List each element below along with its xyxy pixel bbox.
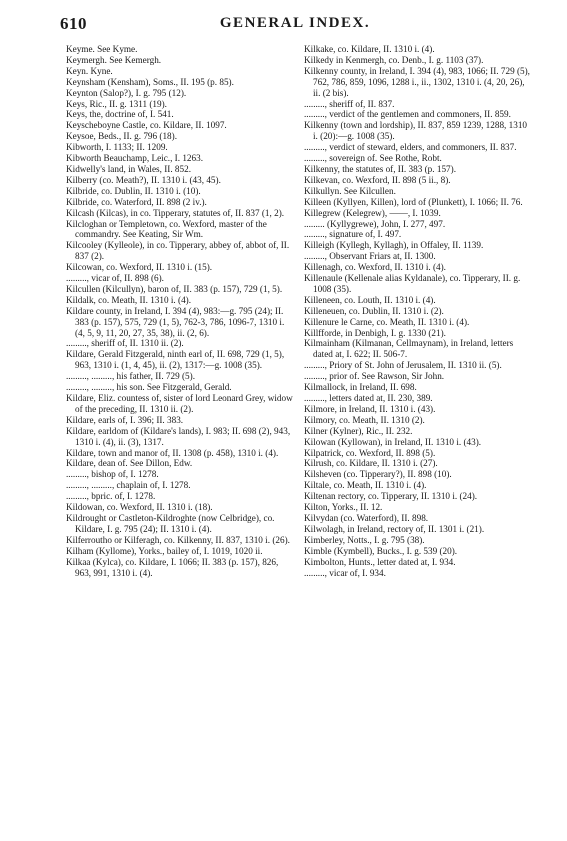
index-entry: Killenaule (Kellenale alias Kyldanale), co. Tipperary, II. g. 1008 (35). xyxy=(304,273,521,294)
index-entry: Kilmainham (Kilmanan, Cellmaynam), in Ireland, letters dated at, I. 622; II. 506-7. xyxy=(304,338,514,360)
index-entry: ........., ........., chaplain of, I. 1278. xyxy=(66,480,191,491)
index-entry: Killeigh (Kyllegh, Kyllagh), in Offaley, II. 1139. xyxy=(304,240,484,251)
index-entry: Kimbolton, Hunts., letter dated at, I. 934. xyxy=(304,556,456,567)
index-entry: Kilcooley (Kylleole), in co. Tipperary, abbey of, abbot of, II. 837 (2). xyxy=(66,240,290,262)
index-column-right xyxy=(304,44,532,578)
index-entry: ........., ........., his son. See Fitzgerald, Gerald. xyxy=(66,382,232,393)
index-column-left xyxy=(66,44,294,578)
index-entry: Kiltenan rectory, co. Tipperary, II. 1310 i. (24). xyxy=(304,491,478,502)
index-entry: Kilkevan, co. Wexford, II. 898 (5 ii., 8). xyxy=(304,174,451,185)
page-number: 610 xyxy=(60,14,87,33)
index-entry: Keyn. Kyne. xyxy=(66,65,113,76)
index-entry: Killfforde, in Denbigh, I. g. 1330 (21). xyxy=(304,327,446,338)
index-entry: Kildalk, co. Meath, II. 1310 i. (4). xyxy=(66,294,192,305)
index-entry: Kildare, earls of, I. 396; II. 383. xyxy=(66,414,184,425)
index-entry: Keyscheboyne Castle, co. Kildare, II. 1097. xyxy=(66,120,227,131)
index-entry: Kilcowan, co. Wexford, II. 1310 i. (15). xyxy=(66,262,213,273)
index-entry: Kildare county, in Ireland, I. 394 (4), 983:—g. 795 (24); II. 383 (p. 157), 575, 729 (1, 5), 762-3, 786, 1096-7, 1310 i. (4, 5, 9, 11, 20, 27, 35, 38), ii. (2, 6). xyxy=(66,305,285,338)
index-entry: Kilkenny county, in Ireland, I. 394 (4), 983, 1066; II. 729 (5), 762, 786, 859, 1096, 1288 i., ii., 1302, 1310 i. (4, 20, 26), ii. (2 bis). xyxy=(304,65,530,98)
page-header xyxy=(60,14,530,36)
index-entry: ........., bishop of, I. 1278. xyxy=(66,469,159,480)
index-entry: Kilkenny (town and lordship), II. 837, 859 1239, 1288, 1310 i. (20):—g. 1008 (35). xyxy=(304,120,528,142)
index-entry: Kilmore, in Ireland, II. 1310 i. (43). xyxy=(304,403,436,414)
index-entry: Killenure le Carne, co. Meath, II. 1310 i. (4). xyxy=(304,316,470,327)
index-entry: ........., vicar of, II. 898 (6). xyxy=(66,273,164,284)
index-entry: Keys, Ric., II. g. 1311 (19). xyxy=(66,98,167,109)
index-entry: Kilferroutho or Kilferagh, co. Kilkenny, II. 837, 1310 i. (26). xyxy=(66,534,290,545)
index-entry: Kilowan (Kyllowan), in Ireland, II. 1310 i. (43). xyxy=(304,436,482,447)
index-entry: Keysoe, Beds., II. g. 796 (18). xyxy=(66,131,177,142)
index-entry: Keynton (Salop?), I. g. 795 (12). xyxy=(66,87,187,98)
index-entry: Kilkullyn. See Kilcullen. xyxy=(304,185,396,196)
index-entry: Killeneen, co. Louth, II. 1310 i. (4). xyxy=(304,294,436,305)
index-entry: Kidwelly's land, in Wales, II. 852. xyxy=(66,163,192,174)
index-entry: Kildare, town and manor of, II. 1308 (p. 458), 1310 i. (4). xyxy=(66,447,279,458)
index-entry: Kilsheven (co. Tipperary?), II. 898 (10). xyxy=(304,469,452,480)
index-entry: Kilvydan (co. Waterford), II. 898. xyxy=(304,512,429,523)
index-entry: ........., Observant Friars at, II. 1300. xyxy=(304,251,436,262)
index-entry: ........., vicar of, I. 934. xyxy=(304,567,386,578)
index-entry: ........., verdict of the gentlemen and commoners, II. 859. xyxy=(304,109,511,120)
index-entry: Kilton, Yorks., II. 12. xyxy=(304,502,383,513)
index-entry: Keynsham (Kensham), Soms., II. 195 (p. 85). xyxy=(66,76,234,87)
index-entry: ........., bpric. of, I. 1278. xyxy=(66,491,156,502)
index-entry: Killeneuen, co. Dublin, II. 1310 i. (2). xyxy=(304,305,444,316)
index-entry: Kilpatrick, co. Wexford, II. 898 (5). xyxy=(304,447,436,458)
index-entry: Kilmory, co. Meath, II. 1310 (2). xyxy=(304,414,425,425)
index-entry: Kilham (Kyllome), Yorks., bailey of, I. 1019, 1020 ii. xyxy=(66,545,263,556)
index-entry: Kilwolagh, in Ireland, rectory of, II. 1301 i. (21). xyxy=(304,523,485,534)
index-entry: ........., sheriff of, II. 1310 ii. (2). xyxy=(66,338,184,349)
index-entry: ........., prior of. See Rawson, Sir John. xyxy=(304,371,445,382)
index-entry: Kilner (Kylner), Ric., II. 232. xyxy=(304,425,413,436)
index-entry: Killegrew (Kelegrew), ——, I. 1039. xyxy=(304,207,441,218)
index-entry: Kilkedy in Kenmergh, co. Denb., I. g. 1103 (37). xyxy=(304,54,484,65)
index-entry: Kilcash (Kilcas), in co. Tipperary, statutes of, II. 837 (1, 2). xyxy=(66,207,285,218)
index-entry: Kilberry (co. Meath?), II. 1310 i. (43, 45). xyxy=(66,174,221,185)
index-entry: Kilkake, co. Kildare, II. 1310 i. (4). xyxy=(304,44,435,54)
index-entry: ........., letters dated at, II. 230, 389. xyxy=(304,393,433,403)
index-entry: Kildare, Gerald Fitzgerald, ninth earl of, II. 698, 729 (1, 5), 963, 1310 i. (1, 4, 45), ii. (2), 1317:—g. 1008 (35). xyxy=(66,349,285,371)
index-entry: ......... (Kyllygrewe), John, I. 277, 497. xyxy=(304,218,446,229)
index-entry: Killenagh, co. Wexford, II. 1310 i. (4). xyxy=(304,262,446,273)
running-head: GENERAL INDEX. xyxy=(219,15,371,31)
index-entry: Kimble (Kymbell), Bucks., I. g. 539 (20). xyxy=(304,545,458,556)
index-entry: Kilmallock, in Ireland, II. 698. xyxy=(304,382,417,393)
index-entry: Kildare, Eliz. countess of, sister of lord Leonard Grey, widow of the preceding, II. 1310 ii. (2). xyxy=(66,393,293,414)
index-entry: Kilkaa (Kylca), co. Kildare, I. 1066; II. 383 (p. 157), 826, 963, 991, 1310 i. (4). xyxy=(66,556,279,578)
index-entry: ........., ........., his father, II. 729 (5). xyxy=(66,371,195,382)
index-entry: ........., sheriff of, II. 837. xyxy=(304,98,395,109)
index-entry: ........., signature of, I. 497. xyxy=(304,229,402,240)
index-entry: Kilcloghan or Templetown, co. Wexford, master of the commandry. See Keating, Sir Wm. xyxy=(66,218,267,240)
index-entry: Killeen (Kyllyen, Killen), lord of (Plunkett), I. 1066; II. 76. xyxy=(304,196,523,207)
index-entry: Kildrought or Castleton-Kildroghte (now Celbridge), co. Kildare, I. g. 795 (24); II. 1310 i. (4). xyxy=(66,512,275,534)
index-entry: Kildare, dean of. See Dillon, Edw. xyxy=(66,458,193,469)
index-entry: ........., sovereign of. See Rothe, Robt. xyxy=(304,153,442,164)
index-entry: Keys, the, doctrine of, I. 541. xyxy=(66,109,174,120)
index-entry: Kimberley, Notts., I. g. 795 (38). xyxy=(304,534,425,545)
index-entry: Kilkenny, the statutes of, II. 383 (p. 157). xyxy=(304,163,456,174)
index-entry: Kiltale, co. Meath, II. 1310 i. (4). xyxy=(304,480,427,491)
index-entry: ........., verdict of steward, elders, and commoners, II. 837. xyxy=(304,142,517,153)
index-entry: Kildowan, co. Wexford, II. 1310 i. (18). xyxy=(66,502,213,513)
index-entry: Kilrush, co. Kildare, II. 1310 i. (27). xyxy=(304,458,438,469)
index-entry: Kibworth Beauchamp, Leic., I. 1263. xyxy=(66,153,204,164)
index-entry: Kilbride, co. Waterford, II. 898 (2 iv.). xyxy=(66,196,207,207)
index-entry: ........., Priory of St. John of Jerusalem, II. 1310 ii. (5). xyxy=(304,360,502,371)
index-entry: Kilcullen (Kilcullyn), baron of, II. 383 (p. 157), 729 (1, 5). xyxy=(66,283,283,294)
index-entry: Keyme. See Kyme. xyxy=(66,44,138,54)
index-entry: Kilbride, co. Dublin, II. 1310 i. (10). xyxy=(66,185,201,196)
index-entry: Keymergh. See Kemergh. xyxy=(66,54,162,65)
index-entry: Kildare, earldom of (Kildare's lands), I. 983; II. 698 (2), 943, 1310 i. (4), ii. (3), 1317. xyxy=(66,425,291,447)
index-entry: Kibworth, I. 1133; II. 1209. xyxy=(66,142,168,153)
